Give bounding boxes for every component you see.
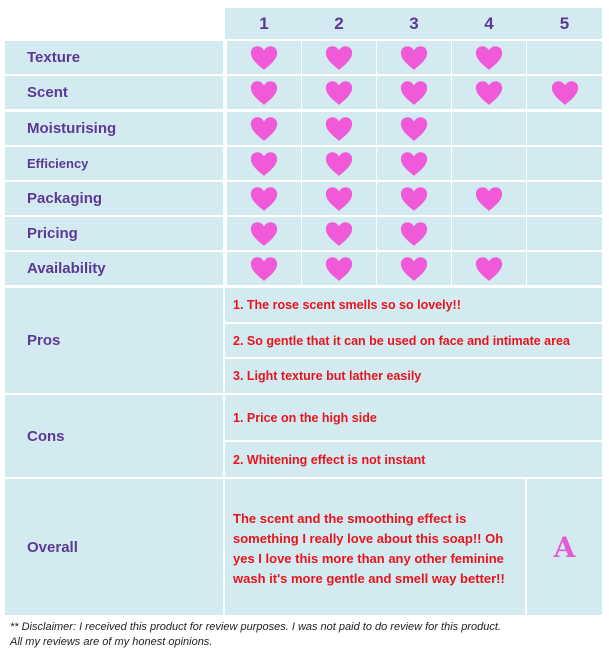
heart-icon [475,44,503,72]
heart-icon [250,220,278,248]
heart-icon [325,185,353,213]
rating-cell [527,41,602,74]
heart-icon [325,255,353,283]
cons-item-1: 1. Price on the high side [233,410,377,425]
rating-label-efficiency: Efficiency [27,156,89,171]
heart-icon [400,115,428,143]
heart-icon [325,220,353,248]
pros-item-3: 3. Light texture but lather easily [233,369,422,383]
rating-label-pricing: Pricing [27,225,78,242]
column-header-1: 1 [259,13,269,33]
heart-icon [475,185,503,213]
heart-icon [400,220,428,248]
heart-icon [325,115,353,143]
overall-grade: A [553,530,576,564]
column-header-5: 5 [559,13,570,33]
overall-text: The scent and the smoothing effect is something I really love about this soap!! Oh yes I love this more than any other feminine wash it's more gentle and smell way better!! [233,511,505,586]
heart-icon [250,255,278,283]
heart-icon [250,185,278,213]
rating-label-moisturising: Moisturising [27,120,117,137]
heart-icon [250,79,278,107]
rating-cell [452,112,526,145]
rating-label-texture: Texture [27,49,81,66]
heart-icon [400,185,428,213]
rating-cell [452,147,526,180]
cons-label: Cons [27,427,65,445]
heart-icon [475,79,503,107]
pros-label: Pros [27,332,61,349]
heart-icon [250,44,278,72]
heart-icon [551,79,579,107]
column-header-4: 4 [484,13,494,33]
rating-cell [452,217,526,250]
heart-icon [475,255,503,283]
disclaimer-line-1: ** Disclaimer: I received this product for review purposes. I was not paid to do review for this product. [10,621,501,633]
pros-item-2: 2. So gentle that it can be used on face and intimate area [233,333,570,348]
review-table [5,8,602,615]
rating-cell [527,252,602,285]
column-header-3: 3 [409,13,419,33]
heart-icon [250,115,278,143]
rating-label-availability: Availability [27,260,106,277]
rating-label-packaging: Packaging [27,190,103,207]
overall-label: Overall [27,538,78,556]
pros-item-1: 1. The rose scent smells so so lovely!! [233,298,461,312]
heart-icon [250,150,278,178]
heart-icon [325,150,353,178]
heart-icon [325,44,353,72]
rating-cell [527,147,602,180]
rating-label-scent: Scent [27,84,68,101]
column-header-2: 2 [334,13,344,33]
heart-icon [400,255,428,283]
heart-icon [400,79,428,107]
disclaimer [10,620,600,650]
cons-item-2: 2. Whitening effect is not instant [233,452,426,467]
rating-cell [527,217,602,250]
heart-icon [400,150,428,178]
rating-cell [527,112,602,145]
heart-icon [325,79,353,107]
heart-icon [400,44,428,72]
rating-cell [527,182,602,215]
disclaimer-line-2: All my reviews are of my honest opinions. [10,636,213,648]
